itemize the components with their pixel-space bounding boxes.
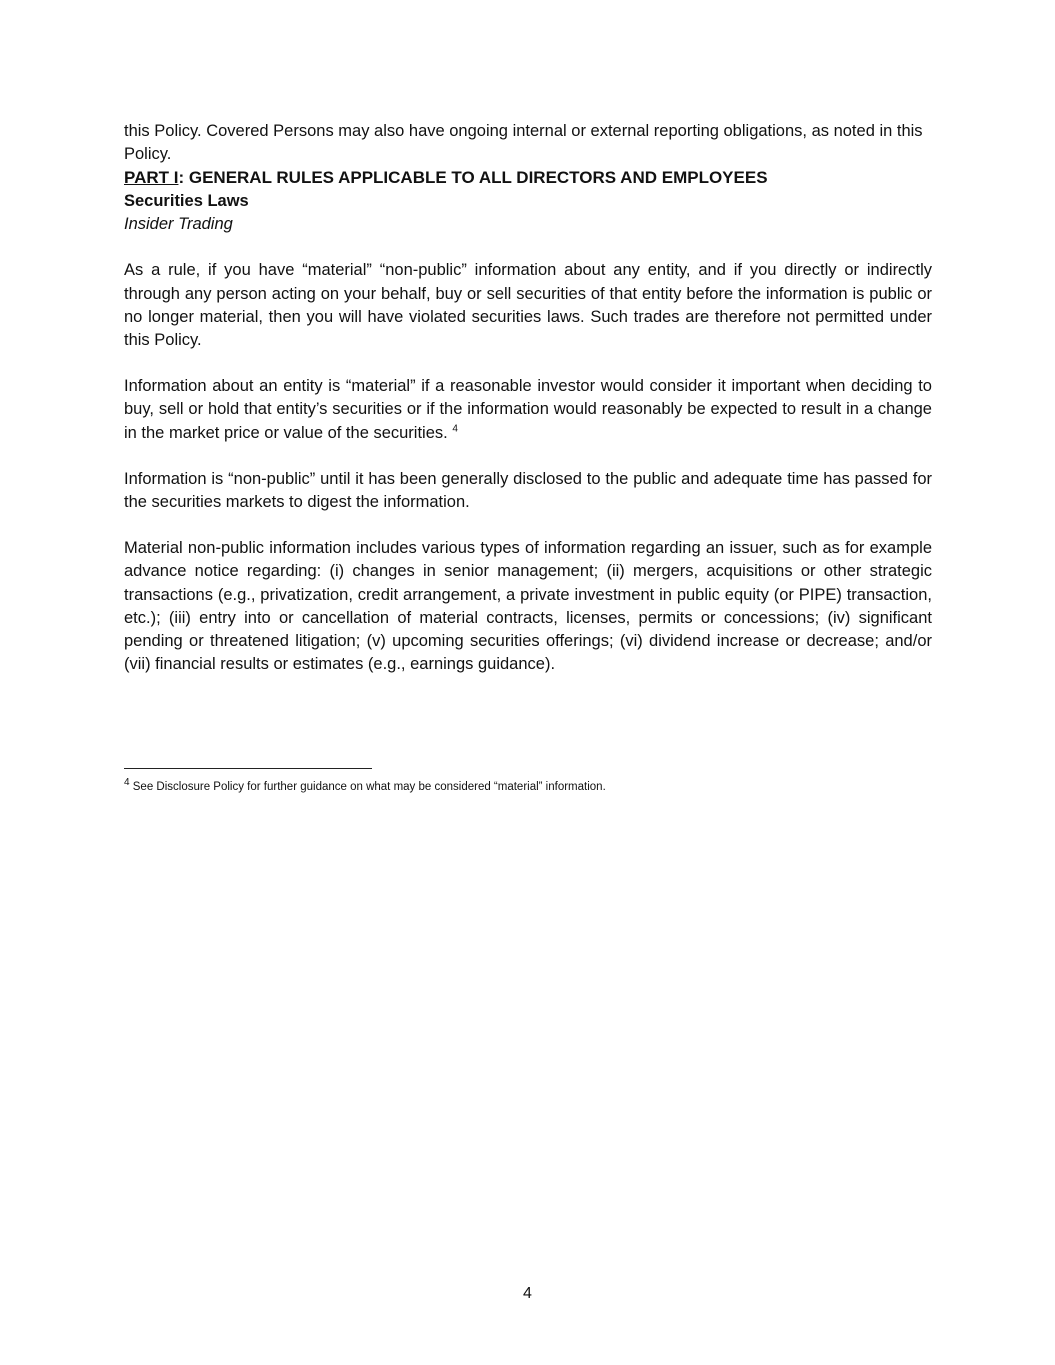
footnote-separator: [124, 768, 372, 769]
page-number: 4: [523, 1285, 532, 1302]
part-heading-label: PART I: [124, 168, 179, 188]
footnote-marker: 4: [124, 777, 130, 789]
paragraph-insider-rule: As a rule, if you have “material” “non-public” information about any entity, and if you directly or indirectly through any person acting on your behalf, buy or sell securities of that entity before the information is public or no longer material, then you will have violated securities laws. Such trades are therefore not permitted under this Policy.: [124, 261, 932, 350]
subsection-heading: Insider Trading: [124, 215, 233, 234]
paragraph-examples: Material non-public information includes various types of information regarding an issuer, such as for example advance notice regarding: (i) changes in senior management; (ii) mergers, acquisitions or other strategic transactions (e.g., privatization, credit arrangement, a private investment in public equity (or PIPE) transaction, etc.); (iii) entry into or cancellation of material contracts, licenses, permits or concessions; (iv) significant pending or threatened litigation; (v) upcoming securities offerings; (vi) dividend increase or decrease; and/or (vii) financial results or estimates (e.g., earnings guidance).: [124, 539, 932, 674]
section-heading: Securities Laws: [124, 192, 249, 211]
part-heading-title: : GENERAL RULES APPLICABLE TO ALL DIRECTORS AND EMPLOYEES: [178, 168, 768, 188]
document-body: [124, 120, 932, 676]
intro-paragraph: this Policy. Covered Persons may also have ongoing internal or external reporting obligations, as noted in this Policy.: [124, 122, 923, 164]
footnote-text: See Disclosure Policy for further guidance on what may be considered “material” information.: [132, 781, 606, 793]
footnote: [124, 779, 932, 795]
part-heading: [124, 166, 932, 190]
paragraph-material-definition: [124, 375, 932, 445]
paragraph-material-text: Information about an entity is “material” if a reasonable investor would consider it important when deciding to buy, sell or hold that entity’s securities or if the information would reasonably be expected to result in a change in the market price or value of the securities.: [124, 377, 932, 442]
paragraph-non-public-definition: Information is “non-public” until it has been generally disclosed to the public and adequate time has passed for the securities markets to digest the information.: [124, 469, 932, 512]
footnote-reference[interactable]: 4: [452, 423, 458, 435]
